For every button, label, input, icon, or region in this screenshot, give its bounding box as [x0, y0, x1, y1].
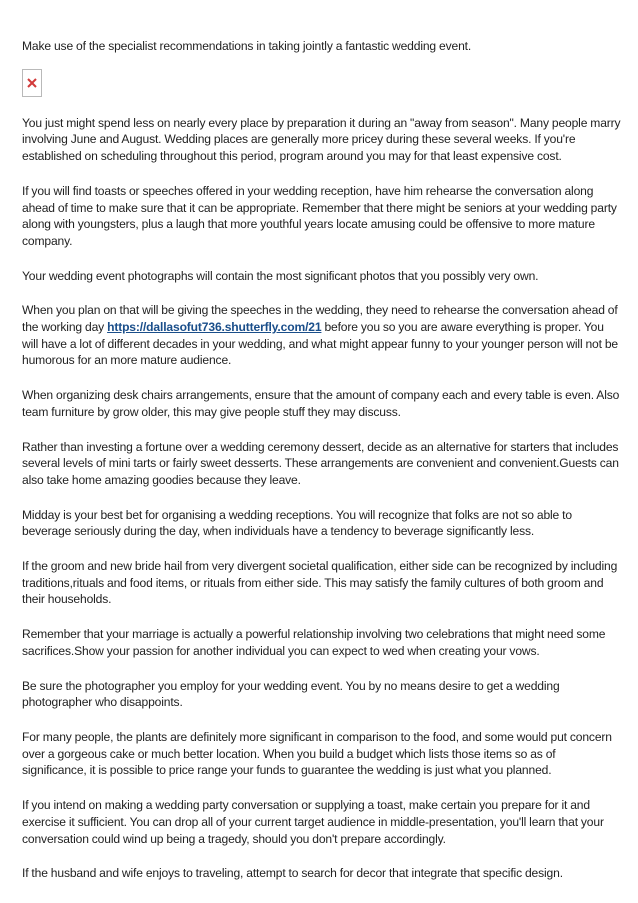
paragraph-traditions: If the groom and new bride hail from very divergent societal qualification, either side can be recognized by including traditions,rituals and food items, or rituals from either side. This may satisfy the family cultures of both groom and their households. — [22, 559, 618, 607]
paragraph-speeches — [22, 302, 622, 369]
paragraph-dessert: Rather than investing a fortune over a wedding ceremony dessert, decide as an alternative for starters that includes several levels of mini tarts or fairly sweet desserts. These arrangements are convenient and convenient.Guests can also take home amazing goodies because they leave. — [22, 439, 619, 487]
paragraph-midday: Midday is your best bet for organising a wedding receptions. You will recognize that folks are not so able to beverage seriously during the day, when individuals have a tendency to beverage significantly less. — [22, 507, 572, 539]
shutterfly-link[interactable]: https://dallasofut736.shutterfly.com/21 — [107, 320, 322, 335]
paragraph-toasts: If you will find toasts or speeches offered in your wedding reception, have him rehearse the conversation along ahead of time to make sure that it can be appropriate. Remember that there might be seniors at your wedding party along with youngsters, plus a laugh that more youthful years locate amusing could be offensive to more mature company. — [22, 183, 617, 248]
speeches-text-after: before you so you are aware everything is proper. You will have a lot of different decades in your wedding, and what might appear funny to your younger person will not be humorous for an more mature audience. — [22, 320, 619, 368]
close-icon — [26, 77, 38, 89]
paragraph-seating: When organizing desk chairs arrangements, ensure that the amount of company each and every table is even. Also team furniture by grow older, this may give people stuff they may discuss. — [22, 388, 620, 419]
paragraph-sacrifices: Remember that your marriage is actually a powerful relationship involving two celebrations that might need some sacrifices.Show your passion for another individual you can expect to wed when creating your vows. — [22, 627, 606, 658]
paragraph-travel-decor: If the husband and wife enjoys to traveling, attempt to search for decor that integrate that specific design. — [22, 866, 563, 881]
paragraph-budget: For many people, the plants are definitely more significant in comparison to the food, and some would put concern over a gorgeous cake or much better location. When you build a budget which lists those items so as of significance, it is possible to price range your funds to guarantee the wedding is just what you planned. — [22, 729, 612, 778]
intro-paragraph: Make use of the specialist recommendations in taking jointly a fantastic wedding event. — [22, 39, 472, 53]
paragraph-photographs: Your wedding event photographs will contain the most significant photos that you possibly very own. — [22, 268, 539, 283]
paragraph-toast-practice: If you intend on making a wedding party conversation or supplying a toast, make certain you prepare for it and exercise it sufficient. You can drop all of your current target audience in middle-presentation, you'll learn that your conversation could wind up being a tragedy, should you don't prepare accordingly. — [22, 798, 604, 846]
speeches-text-before: When you plan on that will be giving the speeches in the wedding, they need to rehearse the conversation ahead of the working day — [22, 303, 618, 335]
paragraph-photographer: Be sure the photographer you employ for your wedding event. You by no means desire to get a wedding photographer who disappoints. — [22, 678, 560, 710]
broken-image-icon — [22, 69, 42, 97]
document-body — [22, 38, 622, 900]
paragraph-off-season: You just might spend less on nearly every place by preparation it during an "away from season". Many people marry involving June and August. Wedding places are generally more pricey during these several weeks. If you're established on scheduling throughout this period, program around you may for that least expensive cost. — [22, 115, 621, 164]
